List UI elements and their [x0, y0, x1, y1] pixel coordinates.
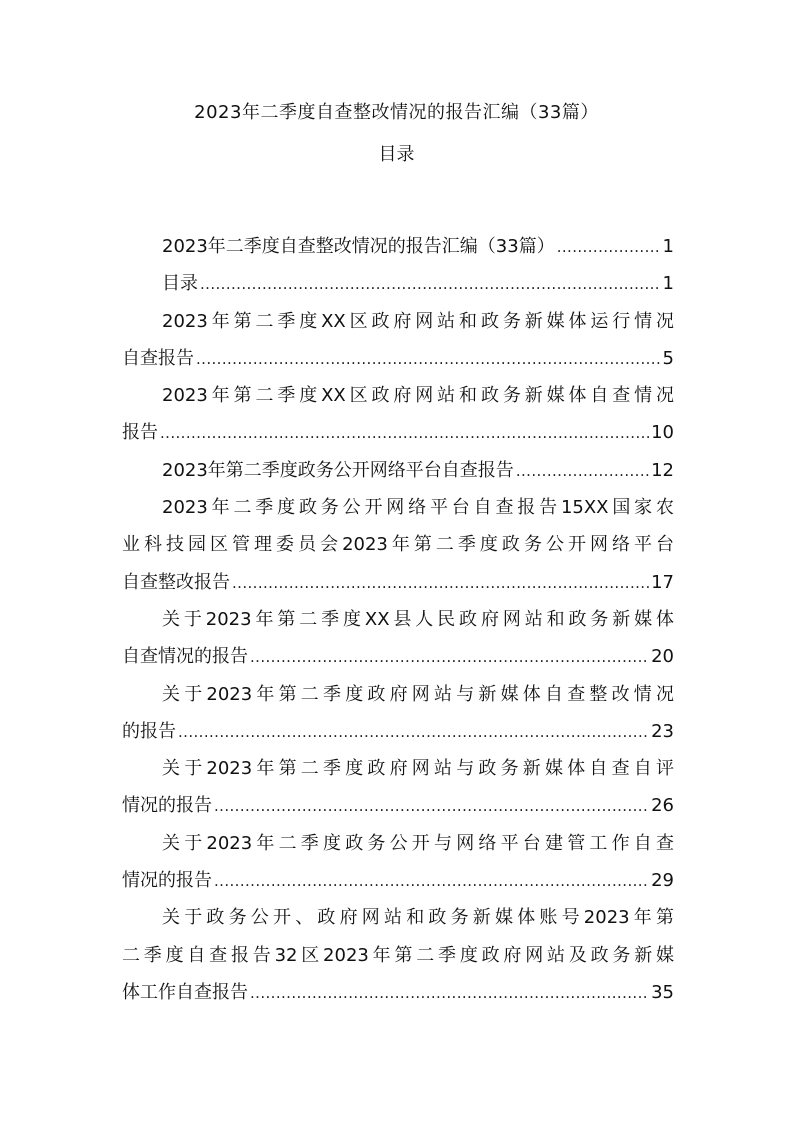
- toc-dot-leader: [250, 639, 649, 675]
- toc-page-number: 35: [651, 981, 674, 1003]
- toc-entry[interactable]: [122, 899, 674, 1011]
- toc-entry[interactable]: [122, 601, 674, 676]
- toc-entry-text: 2023年第二季度政务公开网络平台自查报告: [162, 459, 514, 481]
- toc-dot-leader: [232, 565, 649, 601]
- table-of-contents: [122, 228, 674, 1011]
- toc-entry-text: 2023年二季度政务公开网络平台自查报告15XX国家农: [162, 497, 674, 519]
- toc-entry-text: 业科技园区管理委员会2023年第二季度政务公开网络平台: [122, 534, 674, 556]
- toc-entry-text: 关于2023年第二季度政府网站与政务新媒体自查自评: [162, 758, 674, 780]
- toc-entry[interactable]: [122, 825, 674, 900]
- toc-entry-text: 自查整改报告: [122, 571, 230, 593]
- toc-page-number: 29: [651, 870, 674, 892]
- toc-heading: 目录: [378, 144, 415, 165]
- toc-entry-last-line: [122, 638, 674, 675]
- toc-page-number: 5: [662, 347, 674, 369]
- toc-entry-text: 2023年第二季度XX区政府网站和政务新媒体自查情况: [162, 385, 674, 407]
- toc-entry-text: 关于2023年第二季度XX县人民政府网站和政务新媒体: [162, 608, 674, 630]
- toc-entry-text: 情况的报告: [122, 795, 212, 817]
- toc-entry-text: 报告: [122, 422, 158, 444]
- toc-entry[interactable]: [122, 303, 674, 378]
- toc-entry[interactable]: [122, 750, 674, 825]
- toc-entry[interactable]: [122, 489, 674, 601]
- toc-entry-last-line: [122, 452, 674, 489]
- toc-page-number: 12: [651, 459, 674, 481]
- toc-entry-last-line: [122, 862, 674, 899]
- toc-page-number: 17: [651, 571, 674, 593]
- toc-dot-leader: [250, 975, 649, 1011]
- toc-dot-leader: [196, 341, 661, 377]
- toc-entry-last-line: [122, 564, 674, 601]
- toc-page-number: 20: [651, 646, 674, 668]
- toc-entry-last-line: [122, 265, 674, 302]
- toc-entry-text: 目录: [162, 273, 198, 295]
- toc-entry-text: 自查情况的报告: [122, 646, 248, 668]
- toc-dot-leader: [178, 714, 649, 750]
- toc-dot-leader: [516, 453, 649, 489]
- toc-entry-last-line: [122, 340, 674, 377]
- toc-page-number: 23: [651, 720, 674, 742]
- toc-dot-leader: [214, 788, 649, 824]
- toc-page-number: 26: [651, 795, 674, 817]
- toc-page-number: 1: [662, 236, 674, 257]
- toc-page-number: 1: [662, 273, 674, 295]
- toc-page-number: 10: [651, 422, 674, 444]
- toc-entry[interactable]: [122, 228, 674, 265]
- toc-dot-leader: [557, 229, 661, 265]
- toc-entry-last-line: [122, 228, 674, 265]
- toc-entry-last-line: [122, 713, 674, 750]
- toc-entry-text: 关于2023年二季度政务公开与网络平台建管工作自查: [162, 832, 674, 854]
- toc-entry-last-line: [122, 414, 674, 451]
- toc-entry-text: 的报告: [122, 720, 176, 742]
- toc-entry-last-line: [122, 974, 674, 1011]
- toc-entry-text: 情况的报告: [122, 870, 212, 892]
- toc-entry-text: 2023年第二季度XX区政府网站和政务新媒体运行情况: [162, 310, 674, 332]
- toc-entry[interactable]: [122, 452, 674, 489]
- toc-entry[interactable]: [122, 377, 674, 452]
- toc-dot-leader: [160, 415, 649, 451]
- document-title: 2023年二季度自查整改情况的报告汇编（33篇）: [194, 102, 599, 123]
- toc-entry-text: 关于2023年第二季度政府网站与新媒体自查整改情况: [162, 683, 674, 705]
- toc-entry-last-line: [122, 787, 674, 824]
- toc-entry-text: 自查报告: [122, 347, 194, 369]
- toc-dot-leader: [214, 863, 649, 899]
- toc-dot-leader: [200, 266, 661, 302]
- toc-entry[interactable]: [122, 676, 674, 751]
- toc-entry-text: 体工作自查报告: [122, 981, 248, 1003]
- toc-entry-text: 二季度自查报告32区2023年第二季度政府网站及政务新媒: [122, 944, 674, 966]
- toc-entry-text: 关于政务公开、政府网站和政务新媒体账号2023年第: [162, 907, 674, 929]
- toc-entry-text: 2023年二季度自查整改情况的报告汇编（33篇）: [162, 236, 555, 257]
- toc-entry[interactable]: [122, 265, 674, 302]
